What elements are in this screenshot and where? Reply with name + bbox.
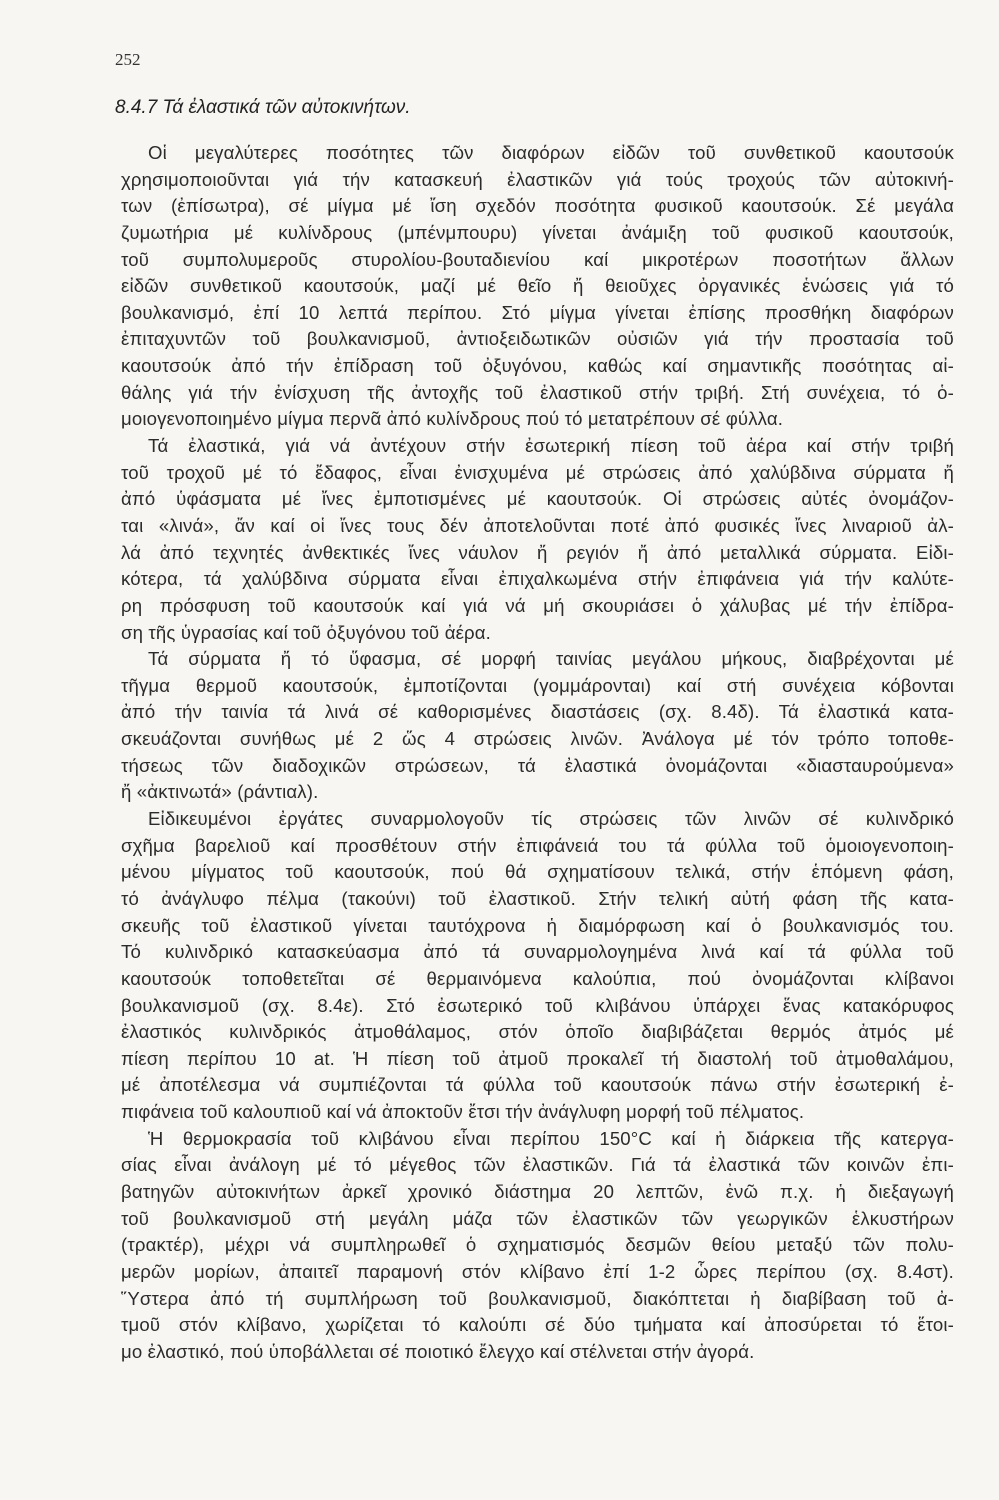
text-line: σίας εἶναι ἀνάλογη μέ τό μέγεθος τῶν ἐλαστικῶν. Γιά τά ἐλαστικά τῶν κοινῶν ἐπι-	[121, 1154, 954, 1176]
text-line: σκευῆς τοῦ ἐλαστικοῦ γίνεται ταυτόχρονα ἡ διαμόρφωση καί ὁ βουλκανισμός του.	[121, 914, 954, 936]
text-line: λά ἀπό τεχνητές ἀνθεκτικές ἴνες νάυλον ἤ ρεγιόν ἤ ἀπό μεταλλικά σύρματα. Εἰδι-	[121, 541, 954, 563]
text-line: τοῦ βουλκανισμοῦ στή μεγάλη μάζα τῶν ἐλαστικῶν τῶν γεωργικῶν ἑλκυστήρων	[121, 1207, 954, 1229]
text-line: μο ἐλαστικό, πού ὑποβάλλεται σέ ποιοτικό ἔλεγχο καί στέλνεται στήν ἀγορά.	[121, 1340, 755, 1362]
text-line: ρη πρόσφυση τοῦ καουτσούκ καί γιά νά μή σκουριάσει ὁ χάλυβας μέ τήν ἐπίδρα-	[121, 594, 954, 616]
text-line: κότερα, τά χαλύβδινα σύρματα εἶναι ἐπιχαλκωμένα στήν ἐπιφάνεια γιά τήν καλύτε-	[121, 568, 954, 590]
text-line: τήσεως τῶν διαδοχικῶν στρώσεων, τά ἐλαστικά ὀνομάζονται «διασταυρούμενα»	[121, 754, 954, 776]
page-number: 252	[115, 50, 141, 69]
paragraph	[121, 1126, 954, 1366]
text-line: καουτσούκ τοποθετεῖται σέ θερμαινόμενα καλούπια, πού ὀνομάζονται κλίβανοι	[121, 967, 954, 989]
text-line: βατηγῶν αὐτοκινήτων ἀρκεῖ χρονικό διάστημα 20 λεπτῶν, ἐνῶ π.χ. ἡ διεξαγωγή	[121, 1180, 954, 1202]
text-line: μένου μίγματος τοῦ καουτσούκ, πού θά σχηματίσουν τελικά, στήν ἑπόμενη φάση,	[121, 861, 954, 883]
text-line: σκευάζονται συνήθως μέ 2 ὥς 4 στρώσεις λινῶν. Ἀνάλογα μέ τόν τρόπο τοποθε-	[121, 728, 954, 750]
text-line: τῆγμα θερμοῦ καουτσούκ, ἐμποτίζονται (γομμάρονται) καί στή συνέχεια κόβονται	[121, 674, 954, 696]
text-line: Τά ἐλαστικά, γιά νά ἀντέχουν στήν ἐσωτερική πίεση τοῦ ἀέρα καί στήν τριβή	[148, 435, 954, 457]
text-line: Ἡ θερμοκρασία τοῦ κλιβάνου εἶναι περίπου 150°C καί ἡ διάρκεια τῆς κατεργα-	[148, 1127, 954, 1149]
paragraph	[121, 646, 954, 806]
text-line: τοῦ συμπολυμεροῦς στυρολίου-βουταδιενίου καί μικροτέρων ποσοτήτων ἄλλων	[121, 248, 954, 270]
paragraph	[121, 806, 954, 1126]
text-line: εἰδῶν συνθετικοῦ καουτσούκ, μαζί μέ θεῖο ἤ θειοῦχες ὀργανικές ἑνώσεις γιά τό	[121, 275, 954, 297]
text-line: ται «λινά», ἄν καί οἱ ἴνες τους δέν ἀποτελοῦνται ποτέ ἀπό φυσικές ἴνες λιναριοῦ ἀλ-	[121, 514, 954, 536]
text-line: χρησιμοποιοῦνται γιά τήν κατασκευή ἐλαστικῶν γιά τούς τροχούς τῶν αὐτοκινή-	[121, 168, 954, 190]
body-text	[121, 140, 954, 1365]
text-line: ἀπό ὑφάσματα μέ ἴνες ἐμποτισμένες μέ καουτσούκ. Οἱ στρώσεις αὐτές ὀνομάζον-	[121, 488, 954, 510]
text-line: Τά σύρματα ἤ τό ὕφασμα, σέ μορφή ταινίας μεγάλου μήκους, διαβρέχονται μέ	[148, 648, 954, 670]
text-line: Ὕστερα ἀπό τή συμπλήρωση τοῦ βουλκανισμοῦ, διακόπτεται ἡ διαβίβαση τοῦ ἀ-	[121, 1287, 954, 1309]
text-line: Οἱ μεγαλύτερες ποσότητες τῶν διαφόρων εἰδῶν τοῦ συνθετικοῦ καουτσούκ	[148, 142, 954, 163]
text-line: βουλκανισμοῦ (σχ. 8.4ε). Στό ἐσωτερικό τοῦ κλιβάνου ὑπάρχει ἕνας κατακόρυφος	[121, 994, 954, 1016]
text-line: σχῆμα βαρελιοῦ καί προσθέτουν στήν ἐπιφάνειά του τά φύλλα τοῦ ὁμοιογενοποιη-	[121, 834, 954, 856]
text-line: ση τῆς ὑγρασίας καί τοῦ ὀξυγόνου τοῦ ἀέρα.	[121, 621, 491, 643]
section-title: 8.4.7 Τά ἐλαστικά τῶν αὐτοκινήτων.	[115, 97, 411, 118]
text-line: τό ἀνάγλυφο πέλμα (τακούνι) τοῦ ἐλαστικοῦ. Στήν τελική αὐτή φάση τῆς κατα-	[121, 887, 954, 909]
paragraph	[121, 433, 954, 646]
text-line: (τρακτέρ), μέχρι νά συμπληρωθεῖ ὁ σχηματισμός δεσμῶν θείου μεταξύ τῶν πολυ-	[121, 1234, 954, 1256]
text-line: βουλκανισμό, ἐπί 10 λεπτά περίπου. Στό μίγμα γίνεται ἐπίσης προσθήκη διαφόρων	[121, 301, 954, 323]
text-line: πιφάνεια τοῦ καλουπιοῦ καί νά ἀποκτοῦν ἔτσι τήν ἀνάγλυφη μορφή τοῦ πέλματος.	[121, 1101, 805, 1123]
text-line: ἐλαστικός κυλινδρικός ἀτμοθάλαμος, στόν ὁποῖο διαβιβάζεται θερμός ἀτμός μέ	[121, 1021, 954, 1043]
text-line: θάλης γιά τήν ἐνίσχυση τῆς ἀντοχῆς τοῦ ἐλαστικοῦ στήν τριβή. Στή συνέχεια, τό ὁ-	[121, 381, 954, 403]
text-line: τμοῦ στόν κλίβανο, χωρίζεται τό καλούπι σέ δύο τμήματα καί ἀποσύρεται τό ἕτοι-	[121, 1314, 954, 1336]
text-line: τοῦ τροχοῦ μέ τό ἔδαφος, εἶναι ἐνισχυμένα μέ στρώσεις ἀπό χαλύβδινα σύρματα ἤ	[121, 461, 954, 483]
text-line: ζυμωτήρια μέ κυλίνδρους (μπένμπουρυ) γίνεται ἀνάμιξη τοῦ φυσικοῦ καουτσούκ,	[121, 221, 954, 243]
text-line: μέ ἀποτέλεσμα νά συμπιέζονται τά φύλλα τοῦ καουτσούκ πάνω στήν ἐσωτερική ἐ-	[121, 1074, 954, 1096]
text-line: Εἰδικευμένοι ἐργάτες συναρμολογοῦν τίς στρώσεις τῶν λινῶν σέ κυλινδρικό	[148, 808, 954, 830]
paragraph	[121, 140, 954, 433]
text-line: καουτσούκ ἀπό τήν ἐπίδραση τοῦ ὀξυγόνου, καθώς καί σημαντικῆς ποσότητας αἰ-	[121, 355, 954, 377]
text-line: μερῶν μορίων, ἀπαιτεῖ παραμονή στόν κλίβανο ἐπί 1-2 ὧρες περίπου (σχ. 8.4στ).	[121, 1260, 954, 1282]
text-line: ἐπιταχυντῶν τοῦ βουλκανισμοῦ, ἀντιοξειδωτικῶν οὐσιῶν γιά τήν προστασία τοῦ	[121, 328, 954, 350]
text-line: μοιογενοποιημένο μίγμα περνᾶ ἀπό κυλίνδρους πού τό μετατρέπουν σέ φύλλα.	[121, 408, 784, 430]
text-line: των (ἐπίσωτρα), σέ μίγμα μέ ἴση σχεδόν ποσότητα φυσικοῦ καουτσούκ. Σέ μεγάλα	[121, 195, 954, 217]
text-line: ἤ «ἀκτινωτά» (ράντιαλ).	[121, 781, 319, 803]
text-line: ἀπό τήν ταινία τά λινά σέ καθορισμένες διαστάσεις (σχ. 8.4δ). Τά ἐλαστικά κατα-	[121, 701, 954, 723]
text-line: πίεση περίπου 10 at. Ἡ πίεση τοῦ ἀτμοῦ προκαλεῖ τή διαστολή τοῦ ἀτμοθαλάμου,	[121, 1047, 954, 1069]
text-line: Τό κυλινδρικό κατασκεύασμα ἀπό τά συναρμολογημένα λινά καί τά φύλλα τοῦ	[121, 941, 954, 963]
